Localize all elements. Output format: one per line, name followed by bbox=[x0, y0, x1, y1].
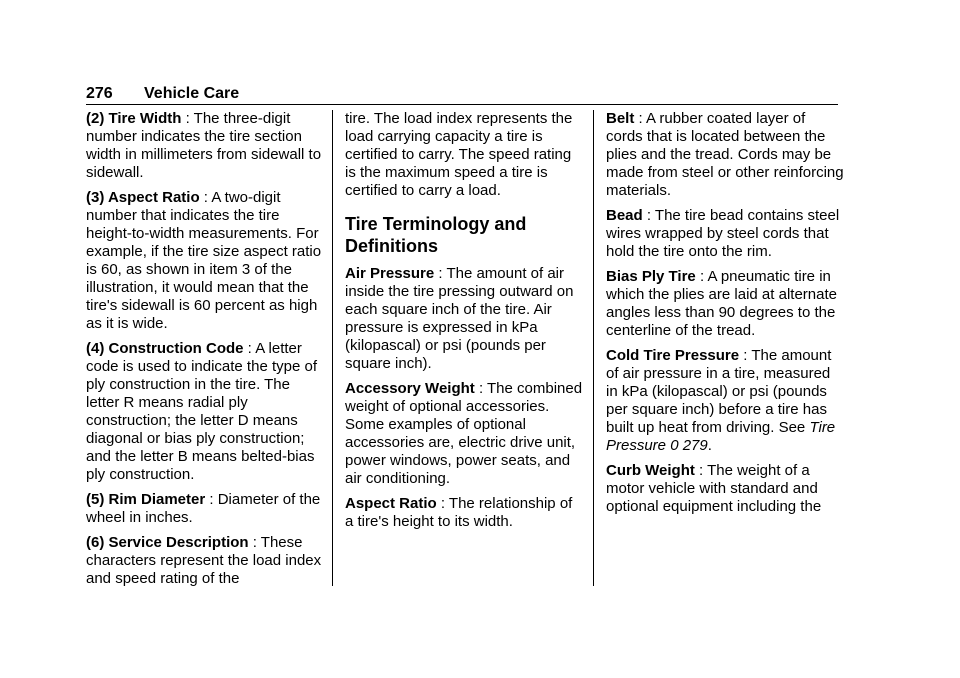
entry-body: The weight of a motor vehicle with standard and optional equipment including the bbox=[606, 462, 822, 515]
section-heading: Tire Terminology and Definitions bbox=[345, 214, 527, 256]
entry-term: Air Pressure bbox=[345, 265, 435, 282]
entry-rim-diameter bbox=[86, 491, 324, 527]
entry-bias-ply-tire bbox=[606, 268, 844, 340]
entry-air-pressure bbox=[345, 265, 583, 373]
entry-term: (3) Aspect Ratio bbox=[86, 189, 200, 206]
entry-body: These characters represent the load index and speed rating of the bbox=[86, 534, 322, 587]
entry-body: A rubber coated layer of cords that is located between the plies and the tread. Cords may be made from steel or other reinforcing materials. bbox=[606, 110, 844, 199]
entry-term: (6) Service Description bbox=[86, 534, 249, 551]
entry-aspect-ratio bbox=[345, 495, 583, 531]
entry-term: (2) Tire Width bbox=[86, 110, 182, 127]
entry-separator: : bbox=[694, 462, 708, 479]
entry-separator: : bbox=[434, 265, 447, 282]
entry-term: Accessory Weight bbox=[345, 380, 475, 397]
column-2 bbox=[345, 110, 583, 538]
continuation-text: tire. The load index represents the load carrying capacity a tire is certified to carry. The speed rating is the maximum speed a tire is certified to carry a load. bbox=[345, 110, 573, 199]
entry-body: The combined weight of optional accessories. Some examples of optional accessories are, electric drive unit, power windows, power seats, and air conditioning. bbox=[345, 380, 583, 487]
entry-separator: : bbox=[436, 495, 449, 512]
entry-service-description bbox=[86, 534, 324, 588]
entry-term: Curb Weight bbox=[606, 462, 695, 479]
entry-separator: : bbox=[739, 347, 752, 364]
entry-separator: : bbox=[642, 207, 655, 224]
cross-reference-link[interactable]: Tire Pressure bbox=[606, 419, 836, 454]
entry-body: Diameter of the wheel in inches. bbox=[86, 491, 321, 526]
entry-tail: . bbox=[707, 437, 712, 454]
entry-term: Bead bbox=[606, 207, 643, 224]
entry-body: The three-digit number indicates the tire section width in millimeters from sidewall to sidewall. bbox=[86, 110, 322, 181]
column-3 bbox=[606, 110, 844, 523]
entry-body: The relationship of a tire's height to its width. bbox=[345, 495, 573, 530]
entry-separator: : bbox=[248, 534, 261, 551]
entry-separator: : bbox=[474, 380, 488, 397]
entry-term: (4) Construction Code bbox=[86, 340, 244, 357]
entry-aspect-ratio-code bbox=[86, 189, 324, 333]
entry-term: Aspect Ratio bbox=[345, 495, 437, 512]
entry-separator: : bbox=[243, 340, 256, 357]
column-divider bbox=[332, 110, 333, 586]
entry-body: A two-digit number that indicates the tire height-to-width measurements. For example, if the tire size aspect ratio is 60, as shown in item 3 of the illustration, it would mean that the tire's sidewall is 60 percent as high as it is wide. bbox=[86, 189, 322, 332]
entry-bead bbox=[606, 207, 844, 261]
entry-tire-width bbox=[86, 110, 324, 182]
entry-body: The amount of air pressure in a tire, measured in kPa (kilopascal) or psi (pounds per square inch) before a tire has built up heat from driving. See bbox=[606, 347, 832, 436]
entry-term: Cold Tire Pressure bbox=[606, 347, 740, 364]
entry-body: A pneumatic tire in which the plies are laid at alternate angles less than 90 degrees to the centerline of the tread. bbox=[606, 268, 837, 339]
entry-accessory-weight bbox=[345, 380, 583, 488]
entry-term: (5) Rim Diameter bbox=[86, 491, 206, 508]
entry-separator: : bbox=[634, 110, 647, 127]
column-1 bbox=[86, 110, 324, 595]
entry-term: Belt bbox=[606, 110, 635, 127]
entry-separator: : bbox=[199, 189, 212, 206]
page-number: 276 bbox=[86, 85, 113, 102]
entry-belt bbox=[606, 110, 844, 200]
entry-body: A letter code is used to indicate the type of ply construction in the tire. The letter R means radial ply construction; the letter D means diagonal or bias ply construction; and the letter B means belted-bias ply construction. bbox=[86, 340, 317, 483]
entry-separator: : bbox=[181, 110, 194, 127]
entry-body: The tire bead contains steel wires wrapped by steel cords that hold the tire onto the rim. bbox=[606, 207, 840, 260]
entry-cold-tire-pressure bbox=[606, 347, 844, 455]
entry-term: Bias Ply Tire bbox=[606, 268, 696, 285]
section-title: Vehicle Care bbox=[144, 85, 240, 102]
page-header bbox=[86, 84, 838, 104]
entry-body: The amount of air inside the tire pressing outward on each square inch of the tire. Air pressure is expressed in kPa (kilopascal) or psi (pounds per square inch). bbox=[345, 265, 574, 372]
entry-separator: : bbox=[695, 268, 708, 285]
entry-curb-weight bbox=[606, 462, 844, 516]
page-reference[interactable]: 0 279 bbox=[670, 437, 708, 454]
entry-separator: : bbox=[205, 491, 218, 508]
header-rule bbox=[86, 104, 838, 105]
entry-construction-code bbox=[86, 340, 324, 484]
column-divider bbox=[593, 110, 594, 586]
